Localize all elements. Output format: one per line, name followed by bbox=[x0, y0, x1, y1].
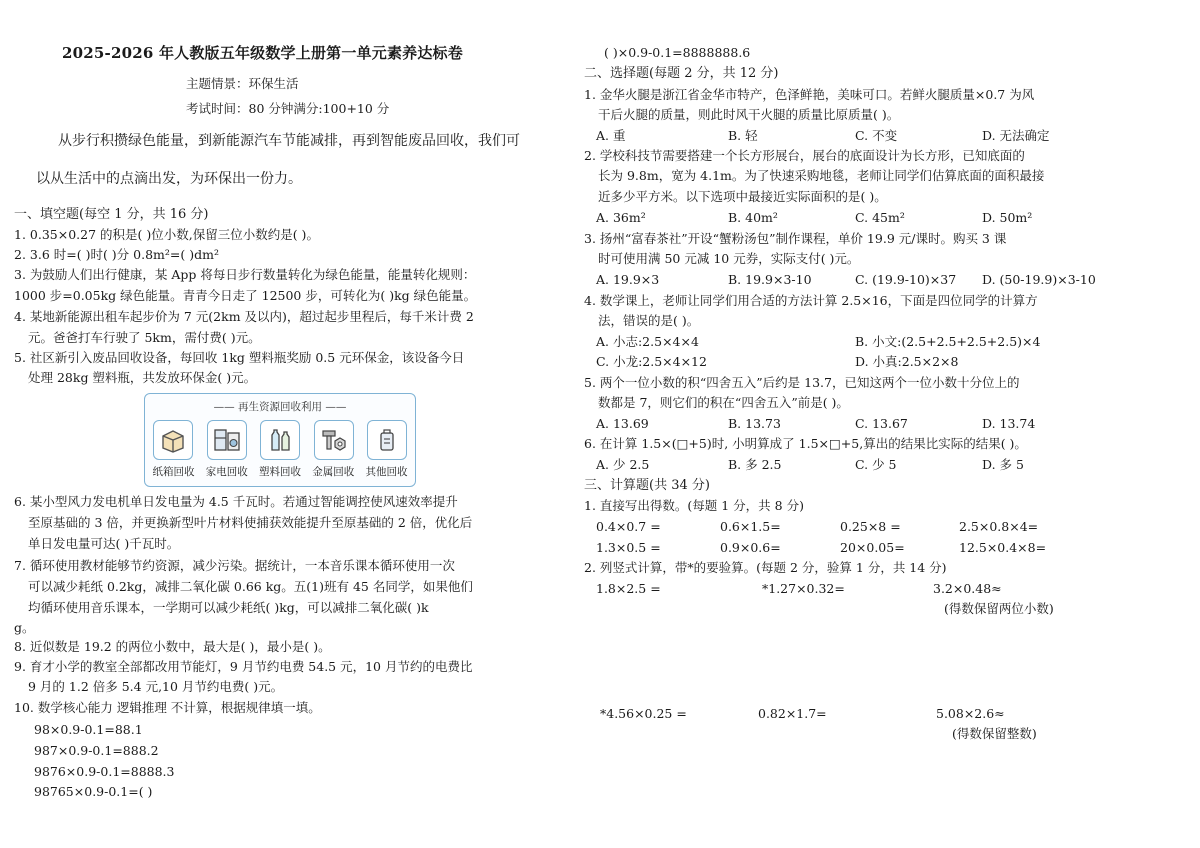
fill-q2: 2. 3.6 时=( )时( )分 0.8m²=( )dm² bbox=[14, 247, 219, 262]
vertical-calc-2: *1.27×0.32= bbox=[762, 581, 845, 596]
section-3-heading: 三、计算题(共 34 分) bbox=[584, 478, 710, 493]
choice-q6-option-c: C. 少 5 bbox=[855, 457, 897, 472]
fill-q3-line1: 3. 为鼓励人们出行健康，某 App 将每日步行数量转化为绿色能量，能量转化规则： bbox=[14, 267, 476, 282]
banner-label-cardboard: 纸箱回收 bbox=[152, 466, 195, 478]
vertical-calc-3: 3.2×0.48≈ bbox=[933, 581, 1002, 596]
calc-part2-heading: 2. 列竖式计算，带*的要验算。(每题 2 分，验算 1 分，共 14 分) bbox=[584, 560, 947, 575]
choice-q2-line1: 2. 学校科技节需要搭建一个长方形展台，展台的底面设计为长方形，已知底面的 bbox=[584, 148, 1025, 163]
choice-q3-option-c: C. (19.9-10)×37 bbox=[855, 272, 957, 287]
metal-screw-icon bbox=[314, 420, 354, 460]
section-1-heading: 一、填空题(每空 1 分，共 16 分) bbox=[14, 207, 209, 222]
fill-q7-line4: g。 bbox=[14, 620, 35, 635]
choice-q1-line2: 干后火腿的质量，则此时风干火腿的质量比原质量( )。 bbox=[598, 107, 900, 122]
fill-q7-line1: 7. 循环使用教材能够节约资源，减少污染。据统计，一本音乐课本循环使用一次 bbox=[14, 558, 455, 573]
fill-q9-line2: 9 月的 1.2 倍多 5.4 元,10 月节约电费( )元。 bbox=[28, 679, 284, 694]
exam-time-line: 考试时间：80 分钟满分:100+10 分 bbox=[186, 101, 390, 116]
choice-q1-line1: 1. 金华火腿是浙江省金华市特产，色泽鲜艳，美味可口。若鲜火腿质量×0.7 为风 bbox=[584, 87, 1035, 102]
vertical-calc-1: 1.8×2.5 = bbox=[596, 581, 661, 596]
appliance-icon bbox=[207, 420, 247, 460]
choice-q2-option-a: A. 36m² bbox=[596, 210, 646, 225]
pattern-line-2: 987×0.9-0.1=888.2 bbox=[34, 743, 159, 758]
choice-q3-option-a: A. 19.9×3 bbox=[596, 272, 660, 287]
choice-q5-line1: 5. 两个一位小数的积“四舍五入”后约是 13.7，已知这两个一位小数十分位上的 bbox=[584, 375, 1020, 390]
banner-label-other: 其他回收 bbox=[365, 466, 408, 478]
calc-part1-heading: 1. 直接写出得数。(每题 1 分，共 8 分) bbox=[584, 498, 804, 513]
calc-r2-item4: 12.5×0.4×8= bbox=[959, 540, 1047, 555]
rounding-note-2: (得数保留整数) bbox=[952, 726, 1037, 741]
fill-q6-line3: 单日发电量可达( )千瓦时。 bbox=[28, 536, 180, 551]
section-2-heading: 二、选择题(每题 2 分，共 12 分) bbox=[584, 66, 779, 81]
fill-q4-line2: 元。爸爸打车行驶了 5km，需付费( )元。 bbox=[28, 330, 261, 345]
choice-q2-line3: 近多少平方米。以下选项中最接近实际面积的是( )。 bbox=[598, 189, 887, 204]
fill-q5-line2: 处理 28kg 塑料瓶，共发放环保金( )元。 bbox=[28, 370, 257, 385]
pattern-line-5: ( )×0.9-0.1=8888888.6 bbox=[604, 45, 751, 60]
choice-q4-option-c: C. 小龙:2.5×4×12 bbox=[596, 354, 707, 369]
fill-q10: 10. 数学核心能力 逻辑推理 不计算，根据规律填一填。 bbox=[14, 700, 321, 715]
choice-q3-option-b: B. 19.9×3-10 bbox=[728, 272, 812, 287]
calc-r2-item1: 1.3×0.5 = bbox=[596, 540, 661, 555]
fill-q6-line2: 至原基础的 3 倍，并更换新型叶片材料使捕获效能提升至原基础的 2 倍，优化后 bbox=[28, 515, 473, 530]
pattern-line-1: 98×0.9-0.1=88.1 bbox=[34, 722, 143, 737]
calc-r2-item3: 20×0.05= bbox=[840, 540, 905, 555]
choice-q3-option-d: D. (50-19.9)×3-10 bbox=[982, 272, 1096, 287]
vertical-calc-5: 0.82×1.7= bbox=[758, 706, 827, 721]
fill-q7-line3: 均循环使用音乐课本，一学期可以减少耗纸( )kg，可以减排二氧化碳( )k bbox=[28, 600, 429, 615]
banner-label-metal: 金属回收 bbox=[312, 466, 355, 478]
choice-q4-option-d: D. 小真:2.5×2×8 bbox=[855, 354, 959, 369]
fill-q4-line1: 4. 某地新能源出租车起步价为 7 元(2km 及以内)，超过起步里程后，每千米计费 2 bbox=[14, 309, 474, 324]
fill-q1: 1. 0.35×0.27 的积是( )位小数,保留三位小数约是( )。 bbox=[14, 227, 319, 242]
fill-q9-line1: 9. 育才小学的教室全部都改用节能灯，9 月节约电费 54.5 元，10 月节约的电费比 bbox=[14, 659, 473, 674]
fill-q8: 8. 近似数是 19.2 的两位小数中，最大是( )，最小是( )。 bbox=[14, 639, 331, 654]
other-items-icon bbox=[367, 420, 407, 460]
calc-r1-item2: 0.6×1.5= bbox=[720, 519, 781, 534]
choice-q3-line2: 时可使用满 50 元减 10 元券，实际支付( )元。 bbox=[598, 251, 860, 266]
vertical-calc-4: *4.56×0.25 = bbox=[600, 706, 687, 721]
calc-r1-item3: 0.25×8 = bbox=[840, 519, 901, 534]
plastic-bottle-icon bbox=[260, 420, 300, 460]
calc-r1-item1: 0.4×0.7 = bbox=[596, 519, 661, 534]
rounding-note-1: (得数保留两位小数) bbox=[944, 601, 1054, 616]
choice-q2-option-b: B. 40m² bbox=[728, 210, 778, 225]
pattern-line-4: 98765×0.9-0.1=( ) bbox=[34, 784, 153, 799]
banner-label-plastic: 塑料回收 bbox=[259, 466, 301, 478]
choice-q2-line2: 长为 9.8m，宽为 4.1m。为了快速采购地毯，老师让同学们估算底面的面积最接 bbox=[598, 168, 1045, 183]
banner-label-appliance: 家电回收 bbox=[205, 466, 248, 478]
fill-q3-line2: 1000 步=0.05kg 绿色能量。青青今日走了 12500 步，可转化为( )kg 绿色能量。 bbox=[14, 288, 477, 303]
fill-q7-line2: 可以减少耗纸 0.2kg，减排二氧化碳 0.66 kg。五(1)班有 45 名同学，如果他们 bbox=[28, 579, 473, 594]
intro-line-2: 以从生活中的点滴出发，为环保出一份力。 bbox=[36, 171, 302, 187]
choice-q5-option-d: D. 13.74 bbox=[982, 416, 1036, 431]
theme-line: 主题情景：环保生活 bbox=[186, 76, 299, 91]
calc-r2-item2: 0.9×0.6= bbox=[720, 540, 781, 555]
vertical-calc-6: 5.08×2.6≈ bbox=[936, 706, 1005, 721]
choice-q5-option-b: B. 13.73 bbox=[728, 416, 781, 431]
choice-q5-option-a: A. 13.69 bbox=[596, 416, 649, 431]
choice-q4-line2: 法，错误的是( )。 bbox=[598, 313, 700, 328]
fill-q5-line1: 5. 社区新引入废品回收设备，每回收 1kg 塑料瓶奖励 0.5 元环保金，该设备今日 bbox=[14, 350, 465, 365]
choice-q4-option-a: A. 小志:2.5×4×4 bbox=[596, 334, 699, 349]
choice-q1-option-c: C. 不变 bbox=[855, 128, 898, 143]
choice-q6-option-a: A. 少 2.5 bbox=[596, 457, 650, 472]
choice-q2-option-d: D. 50m² bbox=[982, 210, 1033, 225]
choice-q5-line2: 数都是 7，则它们的积在“四舍五入”前是( )。 bbox=[598, 395, 849, 410]
choice-q4-option-b: B. 小文:(2.5+2.5+2.5+2.5)×4 bbox=[855, 334, 1041, 349]
choice-q1-option-a: A. 重 bbox=[596, 128, 626, 143]
pattern-line-3: 9876×0.9-0.1=8888.3 bbox=[34, 764, 175, 779]
choice-q1-option-b: B. 轻 bbox=[728, 128, 758, 143]
exam-title: 2025-2026 年人教版五年级数学上册第一单元素养达标卷 bbox=[62, 44, 463, 62]
fill-q6-line1: 6. 某小型风力发电机单日发电量为 4.5 千瓦时。若通过智能调控使风速效率提升 bbox=[14, 494, 458, 509]
choice-q6-option-d: D. 多 5 bbox=[982, 457, 1024, 472]
choice-q2-option-c: C. 45m² bbox=[855, 210, 905, 225]
intro-line-1: 从步行积攒绿色能量，到新能源汽车节能减排，再到智能废品回收，我们可 bbox=[58, 133, 520, 149]
cardboard-box-icon bbox=[153, 420, 193, 460]
choice-q1-option-d: D. 无法确定 bbox=[982, 128, 1050, 143]
choice-q5-option-c: C. 13.67 bbox=[855, 416, 908, 431]
calc-r1-item4: 2.5×0.8×4= bbox=[959, 519, 1039, 534]
banner-title: —— 再生资源回收利用 —— bbox=[213, 401, 347, 413]
choice-q3-line1: 3. 扬州“富春茶社”开设“蟹粉汤包”制作课程，单价 19.9 元/课时。购买 3 课 bbox=[584, 231, 1007, 246]
choice-q6-option-b: B. 多 2.5 bbox=[728, 457, 782, 472]
choice-q6: 6. 在计算 1.5×(□+5)时, 小明算成了 1.5×□+5,算出的结果比实际的结果( )。 bbox=[584, 436, 1027, 451]
recycling-banner bbox=[144, 393, 416, 487]
choice-q4-line1: 4. 数学课上，老师让同学们用合适的方法计算 2.5×16，下面是四位同学的计算方 bbox=[584, 293, 1038, 308]
